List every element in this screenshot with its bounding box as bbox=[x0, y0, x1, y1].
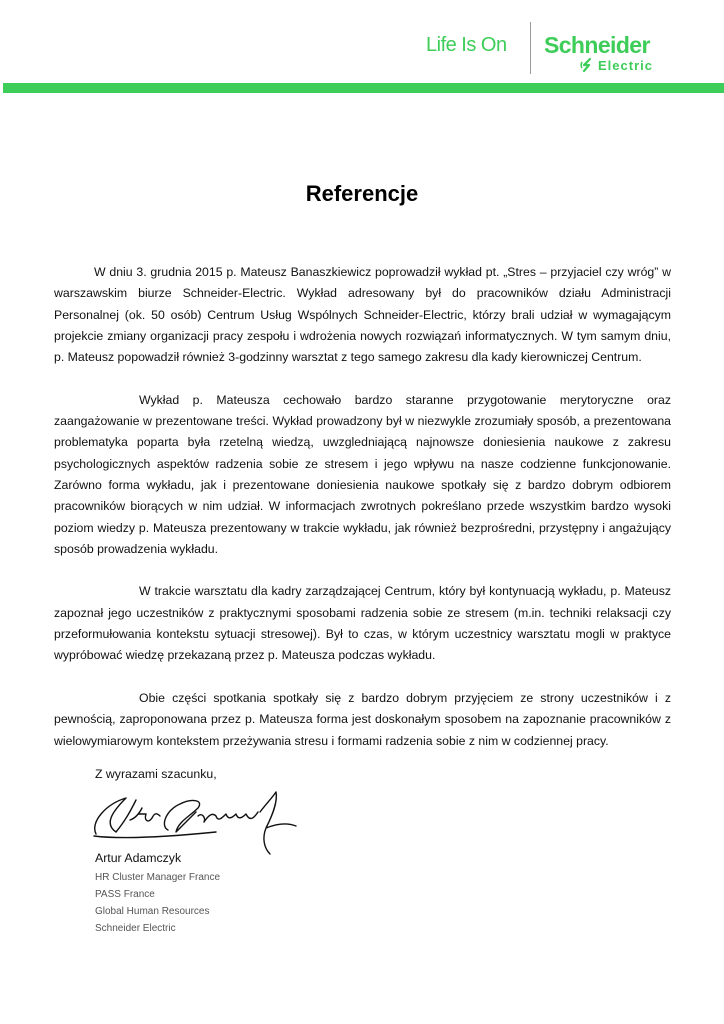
document-title: Referencje bbox=[305, 181, 419, 206]
paragraph-4: Obie części spotkania spotkały się z bardzo dobrym przyjęciem ze strony uczestników i z pewnością, zaproponowana przez p. Mateusza forma jest doskonałym sposobem na zapoznanie pracowników z wielowymiarowym kontekstem przeżywania stresu i formami radzenia sobie z nim w codziennej pracy. bbox=[54, 690, 671, 748]
header-green-bar bbox=[3, 83, 724, 93]
handwritten-signature bbox=[86, 782, 316, 862]
closing-salutation: Z wyrazami szacunku, bbox=[95, 767, 217, 781]
paragraph-3: W trakcie warsztatu dla kadry zarządzającej Centrum, który był kontynuacją wykładu, p. Mateusz zapoznał jego uczestników z praktycznymi sposobami radzenia sobie ze stresem (m.in. techniki relaksacji czy przeformułowania kontekstu sytuacji stresowej). Był to czas, w którym uczestnicy warsztatu mogli w praktyce wypróbować wiedzę przekazaną przez p. Mateusza podczas wykładu. bbox=[54, 584, 671, 663]
tagline: Life Is On bbox=[426, 34, 507, 56]
signer-title: HR Cluster Manager France bbox=[95, 872, 221, 883]
signer-department: Global Human Resources bbox=[95, 906, 210, 917]
paragraph-2: Wykład p. Mateusza cechowało bardzo staranne przygotowanie merytoryczne oraz zaangażowanie w prezentowane treści. Wykład prowadzony był w niezwykle zrozumiały sposób, a prezentowana problematyka poparta była rzetelną wiedzą, uwzgledniającą najnowsze doniesienia naukowe z zakresu psychologicznych aspektów radzenia sobie ze stresem i jego wpływu na nasze codzienne funkcjonowanie. Zarówno forma wykładu, jak i prezentowane doniesienia naukowe spotkały się z bardzo dobrym odbiorem pracowników biorących w nim udział. W informacjach zwrotnych pokreślano przede wszystkim bardzo wysoki poziom wiedzy p. Mateusza prezentowany w trakcie wykładu, jak również bezprośredni, przystępny i angażujący sposób prowadzenia wykładu. bbox=[54, 392, 671, 556]
company-logo-name: Schneider bbox=[544, 32, 650, 58]
signer-name: Artur Adamczyk bbox=[95, 851, 182, 865]
letterhead bbox=[0, 0, 724, 96]
paragraph-1: W dniu 3. grudnia 2015 p. Mateusz Banaszkiewicz poprowadził wykład pt. „Stres – przyjaciel czy wróg” w warszawskim biurze Schneider-Electric. Wykład adresowany był do pracowników działu Administracji Personalnej (ok. 50 osób) Centrum Usług Wspólnych Schneider-Electric, którzy brali udział w wymagającym projekcie zmiany organizacji pracy zespołu i wdrożenia nowych rozwiązań informatycznych. W tym samym dniu, p. Mateusz popowadził również 3-godzinny warsztat z tego samego zakresu dla kady kierowniczej Centrum. bbox=[54, 265, 671, 365]
company-logo-sub: Electric bbox=[598, 58, 653, 73]
signer-details bbox=[95, 871, 220, 939]
signer-company: Schneider Electric bbox=[95, 923, 176, 934]
logo-divider bbox=[530, 22, 531, 74]
signer-unit: PASS France bbox=[95, 889, 155, 900]
letter-body bbox=[54, 262, 671, 773]
schneider-logo-icon bbox=[579, 57, 595, 73]
